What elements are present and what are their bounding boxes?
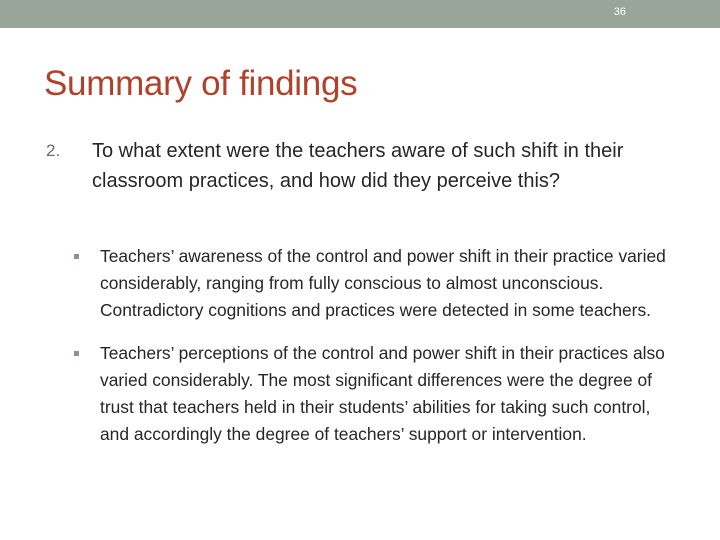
square-bullet-icon [74, 254, 79, 259]
question-item [46, 136, 686, 196]
question-number: 2. [46, 141, 61, 160]
square-bullet-icon [74, 351, 79, 356]
finding-item [74, 340, 674, 448]
finding-text: Teachers’ awareness of the control and power shift in their practice varied considerably, ranging from fully conscious to almost unconscious. Contradictory cognitions and practices were detected in some teachers. [100, 246, 666, 320]
slide-title: Summary of findings [44, 64, 358, 103]
findings-list [74, 243, 674, 464]
question-text: To what extent were the teachers aware of such shift in their classroom practices, and how did they perceive this? [92, 140, 624, 192]
slide-number: 36 [613, 6, 626, 18]
finding-item [74, 243, 674, 324]
finding-text: Teachers’ perceptions of the control and power shift in their practices also varied considerably. The most significant differences were the degree of trust that teachers held in their students’ abilities for taking such control, and accordingly the degree of teachers’ support or intervention. [100, 343, 665, 444]
top-bar [0, 0, 720, 28]
